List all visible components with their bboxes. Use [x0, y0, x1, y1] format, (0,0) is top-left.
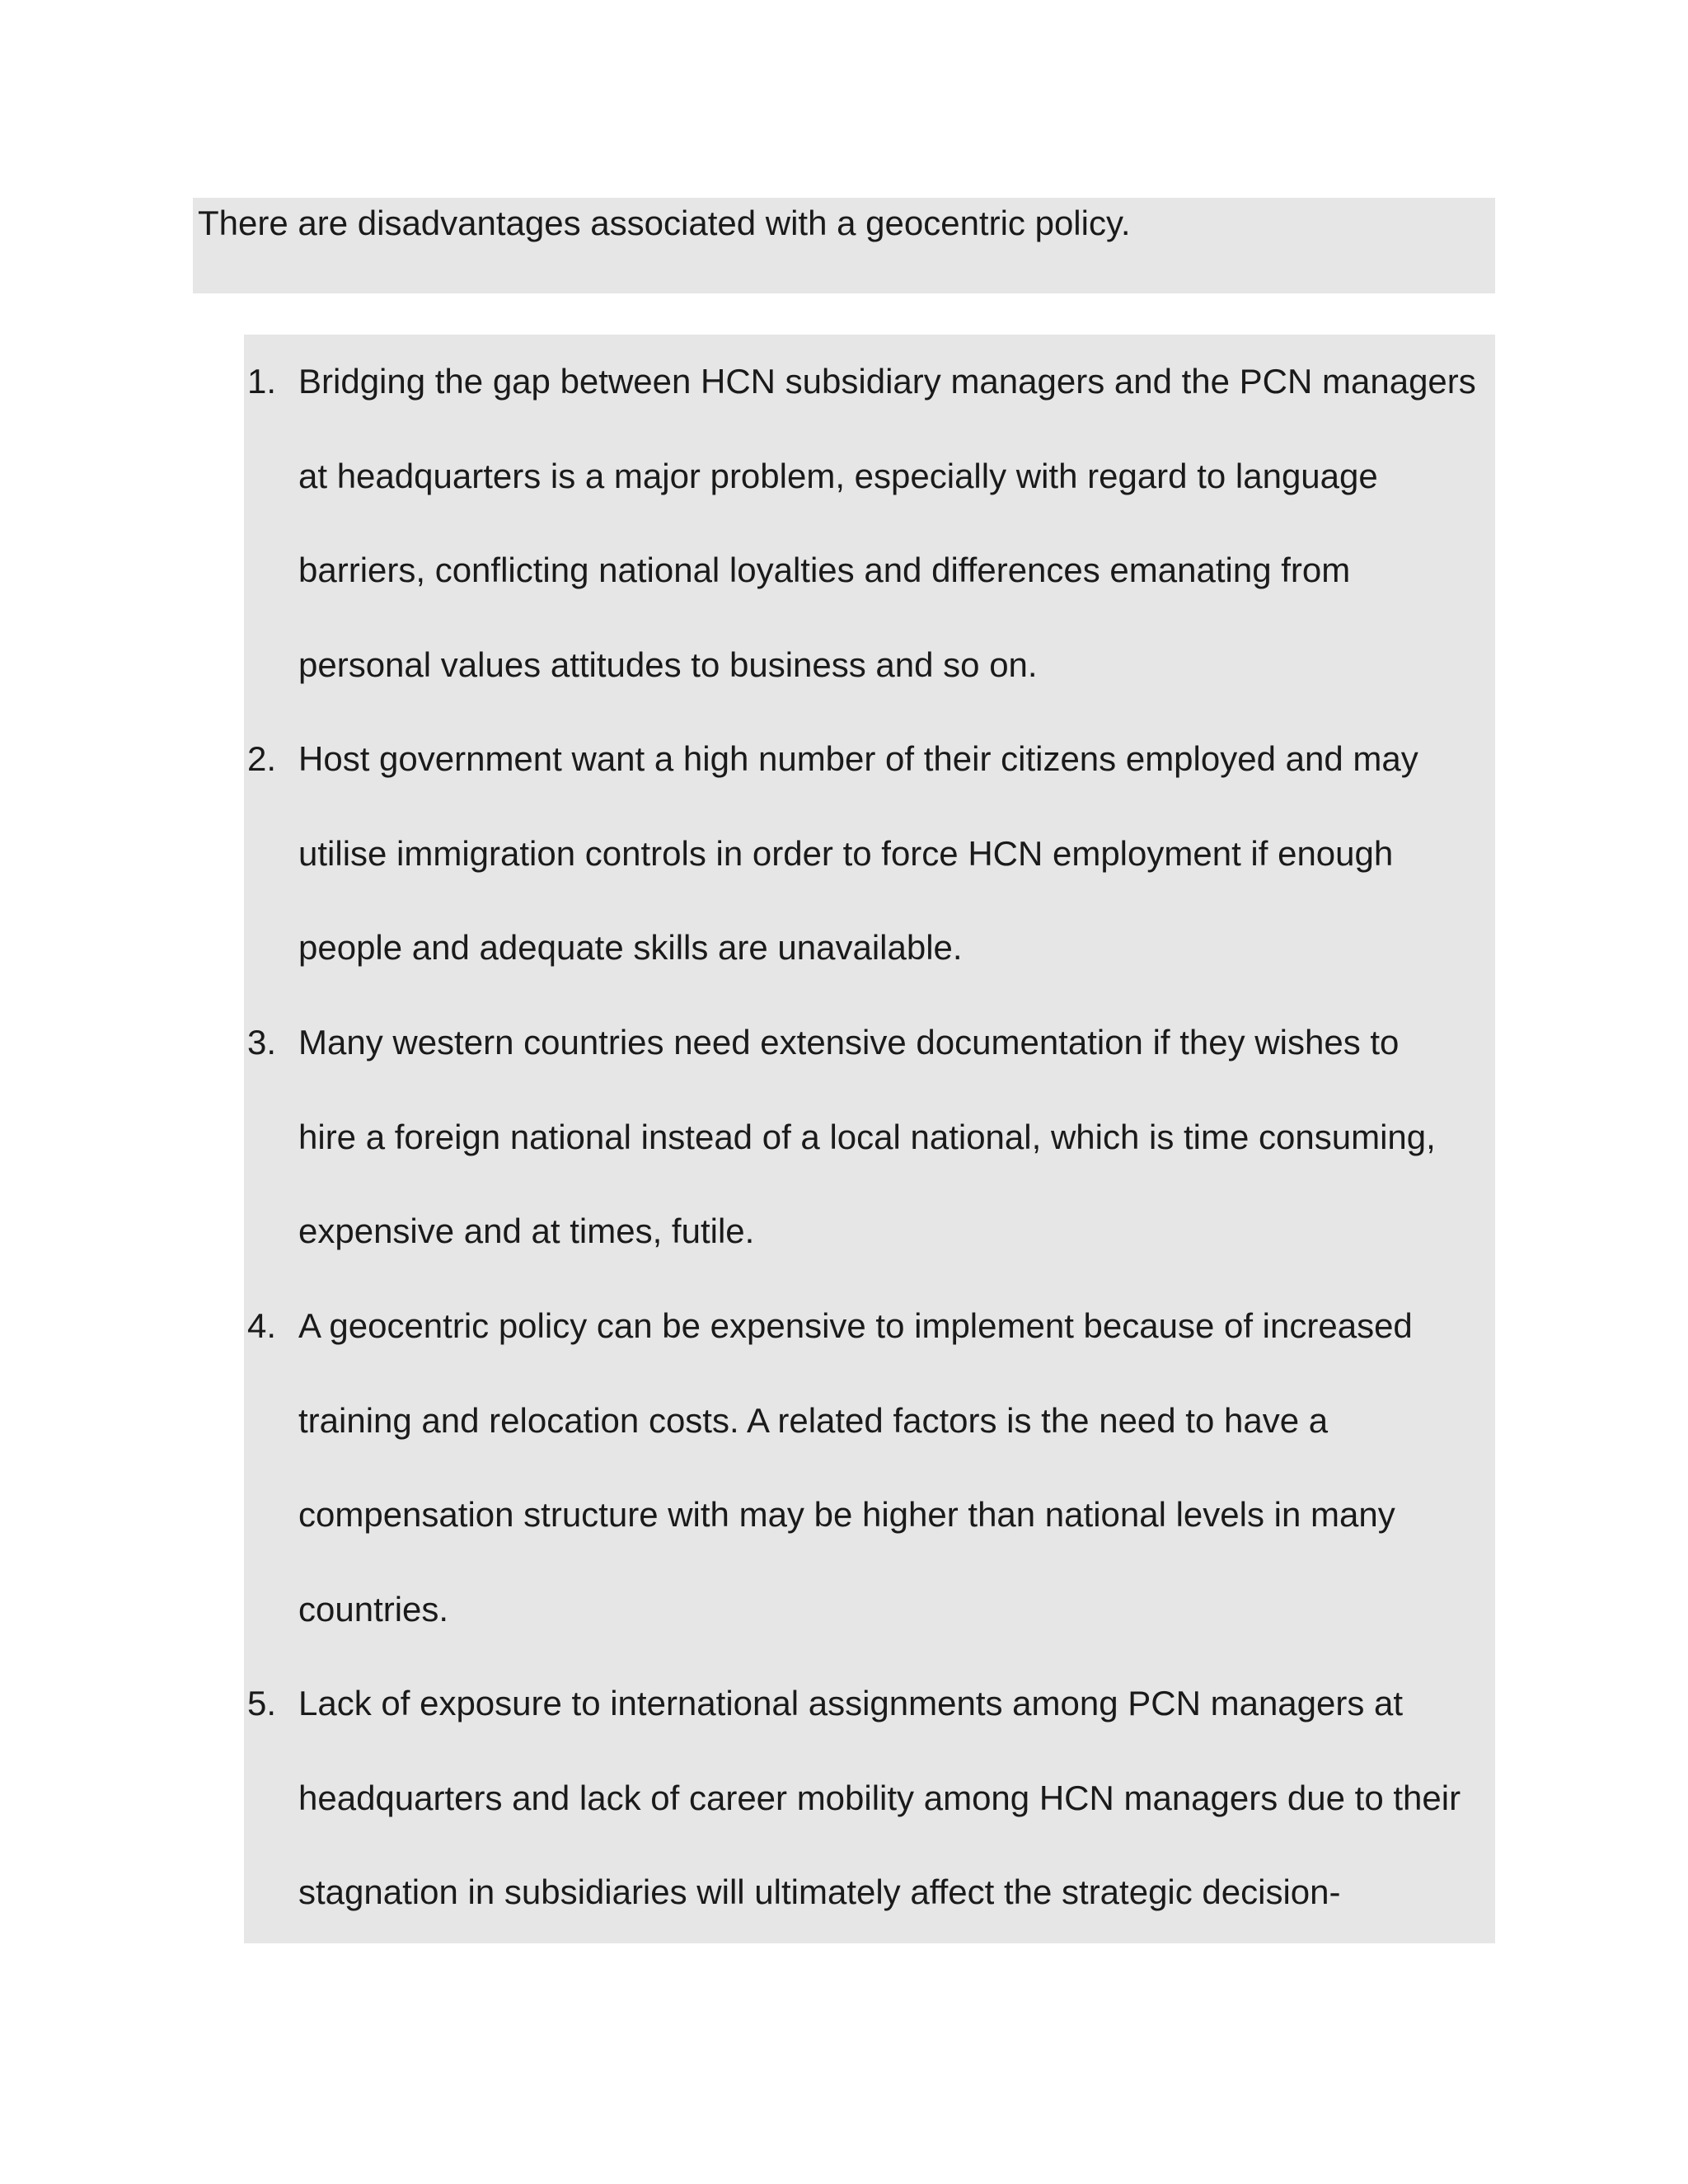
list-item-text [298, 1279, 1495, 1657]
list-item-line: people and adequate skills are unavailable. [298, 928, 963, 968]
list-item-number: 4. [247, 1306, 277, 1345]
list-item-line: barriers, conflicting national loyalties and differences emanating from [298, 551, 1351, 590]
list-item-line: personal values attitudes to business and so on. [298, 644, 1038, 684]
list-item-text [298, 335, 1495, 712]
list-item-line: A geocentric policy can be expensive to implement because of increased [298, 1306, 1413, 1345]
list-item-line: compensation structure with may be higher than national levels in many [298, 1495, 1395, 1535]
list-item-line: at headquarters is a major problem, especially with regard to language [298, 456, 1378, 495]
list-item-number: 2. [247, 739, 277, 778]
disadvantages-list [244, 335, 1495, 1943]
list-item-number: 5. [247, 1684, 277, 1722]
intro-paragraph [193, 198, 1495, 293]
list-item-line: Bridging the gap between HCN subsidiary managers and the PCN managers [298, 362, 1476, 401]
list-item-line: countries. [298, 1589, 449, 1629]
list-item-line: training and relocation costs. A related factors is the need to have a [298, 1400, 1329, 1440]
list-item-line: headquarters and lack of career mobility among HCN managers due to their [298, 1778, 1461, 1817]
list-item-line: Host government want a high number of their citizens employed and may [298, 739, 1418, 778]
list-item-line: Many western countries need extensive documentation if they wishes to [298, 1023, 1400, 1062]
list-item-line: expensive and at times, futile. [298, 1212, 755, 1251]
list-item-line: Lack of exposure to international assignments among PCN managers at [298, 1684, 1404, 1722]
list-item-line: stagnation in subsidiaries will ultimately affect the strategic decision- [298, 1872, 1341, 1912]
intro-text: There are disadvantages associated with a geocentric policy. [198, 204, 1131, 242]
list-item-line: hire a foreign national instead of a local national, which is time consuming, [298, 1117, 1436, 1156]
list-item-number: 1. [247, 362, 277, 401]
list-item-line: utilise immigration controls in order to force HCN employment if enough [298, 833, 1394, 873]
list-item-text [298, 712, 1495, 996]
list-item-text [298, 996, 1495, 1279]
list-item-number: 3. [247, 1023, 277, 1062]
list-item-text [298, 1657, 1495, 1940]
